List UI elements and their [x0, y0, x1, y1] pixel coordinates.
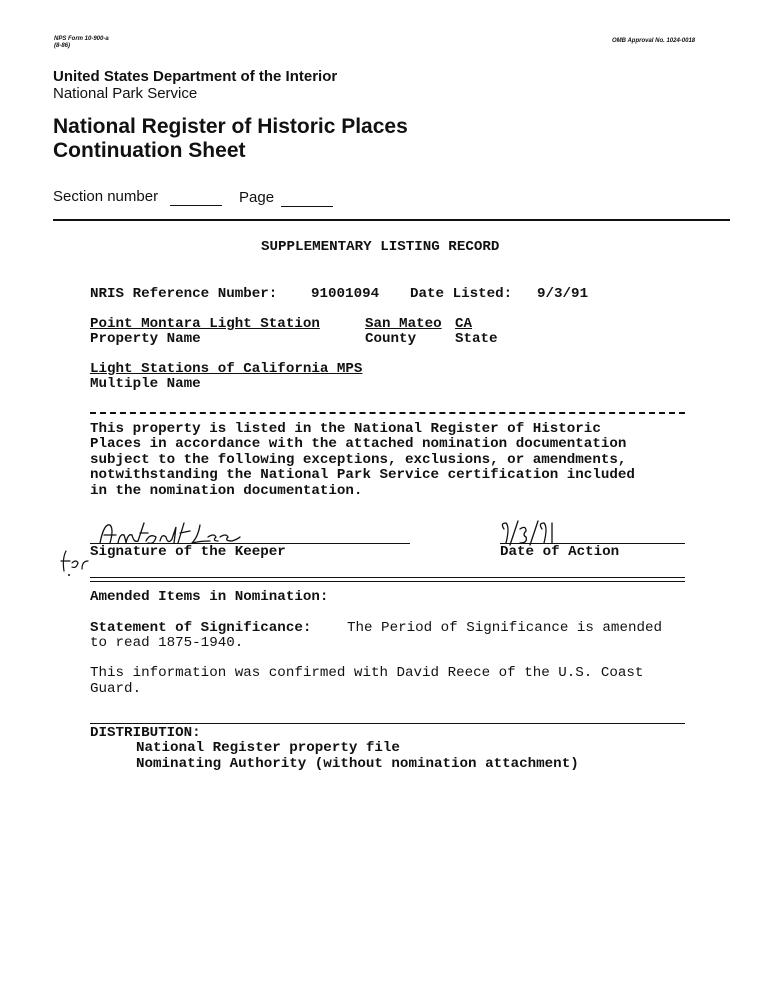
property-name: Point Montara Light Station — [90, 316, 320, 332]
significance-label: Statement of Significance: — [90, 620, 312, 636]
page-label: Page — [239, 189, 275, 206]
significance-text-1: The Period of Significance is amended — [347, 620, 663, 636]
header-divider — [53, 219, 730, 221]
multiple-name-label: Multiple Name — [90, 376, 201, 392]
form-number: NPS Form 10-900-a — [54, 36, 109, 42]
county-value: San Mateo — [365, 316, 442, 332]
statement-line-1: This property is listed in the National Register of Historic — [90, 421, 601, 437]
page-blank — [281, 206, 333, 207]
form-date: (8-86) — [54, 43, 71, 49]
double-divider-bottom — [90, 581, 685, 582]
title-line-2: Continuation Sheet — [53, 139, 246, 162]
date-listed-label: Date Listed: — [410, 286, 513, 302]
state-value: CA — [455, 316, 473, 332]
section-number-blank — [170, 205, 222, 206]
property-name-label: Property Name — [90, 331, 201, 347]
multiple-name: Light Stations of California MPS — [90, 361, 363, 377]
omb-approval: OMB Approval No. 1024-0018 — [612, 38, 696, 44]
title-line-1: National Register of Historic Places — [53, 115, 408, 138]
amended-heading: Amended Items in Nomination: — [90, 589, 329, 605]
statement-line-5: in the nomination documentation. — [90, 483, 363, 499]
section-number-label: Section number — [53, 188, 159, 205]
service-name: National Park Service — [53, 85, 198, 102]
distribution-item-1: National Register property file — [136, 740, 400, 756]
distribution-divider — [90, 723, 685, 724]
date-listed-value: 9/3/91 — [537, 286, 589, 302]
statement-line-2: Places in accordance with the attached nomination documentation — [90, 436, 627, 452]
county-label: County — [365, 331, 417, 347]
statement-line-4: notwithstanding the National Park Service certification included — [90, 467, 635, 483]
dashed-divider — [90, 412, 685, 414]
signature-label: Signature of the Keeper — [90, 544, 286, 560]
date-of-action-label: Date of Action — [500, 544, 620, 560]
confirmation-line-2: Guard. — [90, 681, 142, 697]
double-divider-top — [90, 577, 685, 578]
nris-value: 91001094 — [311, 286, 380, 302]
record-heading: SUPPLEMENTARY LISTING RECORD — [261, 239, 500, 255]
distribution-item-2: Nominating Authority (without nomination attachment) — [136, 756, 579, 772]
state-label: State — [455, 331, 498, 347]
department-name: United States Department of the Interior — [53, 68, 338, 85]
nris-label: NRIS Reference Number: — [90, 286, 278, 302]
distribution-label: DISTRIBUTION: — [90, 725, 201, 741]
statement-line-3: subject to the following exceptions, exclusions, or amendments, — [90, 452, 627, 468]
significance-text-2: to read 1875-1940. — [90, 635, 244, 651]
confirmation-line-1: This information was confirmed with David Reece of the U.S. Coast — [90, 665, 644, 681]
